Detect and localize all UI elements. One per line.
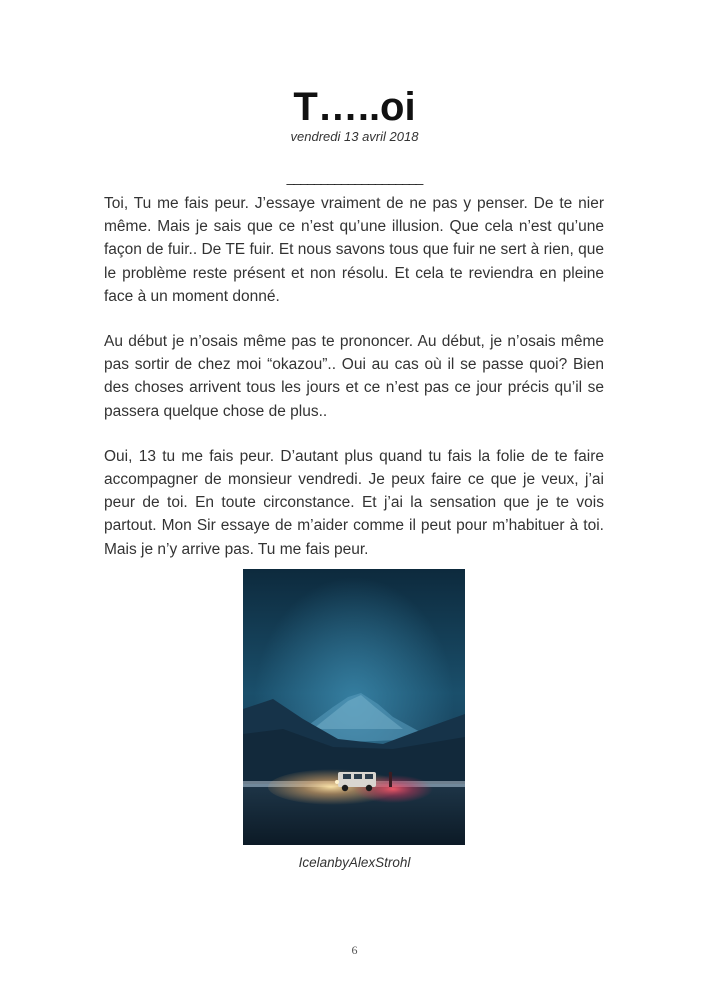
paragraph-1: Toi, Tu me fais peur. J’essaye vraiment de ne pas y penser. De te nier même. Mais je sais que ce n’est qu’une illusion. Que cela n’est qu’une façon de fuir.. De TE fuir. Et nous savons tous que fuir ne sert à rien, que le problème reste présent et non résolu. Et cela te reviendra en pleine face à un moment donné. bbox=[104, 195, 604, 305]
article-body bbox=[104, 192, 604, 583]
page-number: 6 bbox=[351, 943, 358, 957]
page-title: T…..oi bbox=[293, 85, 416, 129]
iceland-night-landscape-image bbox=[243, 569, 465, 845]
iceland-photo bbox=[243, 569, 465, 845]
post-date: vendredi 13 avril 2018 bbox=[290, 129, 419, 144]
paragraph-2: Au début je n’osais même pas te prononcer. Au début, je n’osais même pas sortir de chez moi “okazou”.. Oui au cas où il se passe quoi? Bien des choses arrivent tous les jours et ce n’est pas ce jour précis qu’il se passera quelque chose de plus.. bbox=[104, 333, 604, 420]
image-caption: IcelanbyAlexStrohl bbox=[298, 855, 411, 870]
paragraph-3: Oui, 13 tu me fais peur. D’autant plus quand tu fais la folie de te faire accompagner de monsieur vendredi. Je peux faire ce que je veux, j’ai peur de toi. En toute circonstance. Et j’ai la sensation que je te vois partout. Mon Sir essaye de m’aider comme il peut pour m’habituer à toi. Mais je n’y arrive pas. Tu me fais peur. bbox=[104, 447, 604, 558]
title-separator: ____________________ bbox=[286, 169, 423, 185]
